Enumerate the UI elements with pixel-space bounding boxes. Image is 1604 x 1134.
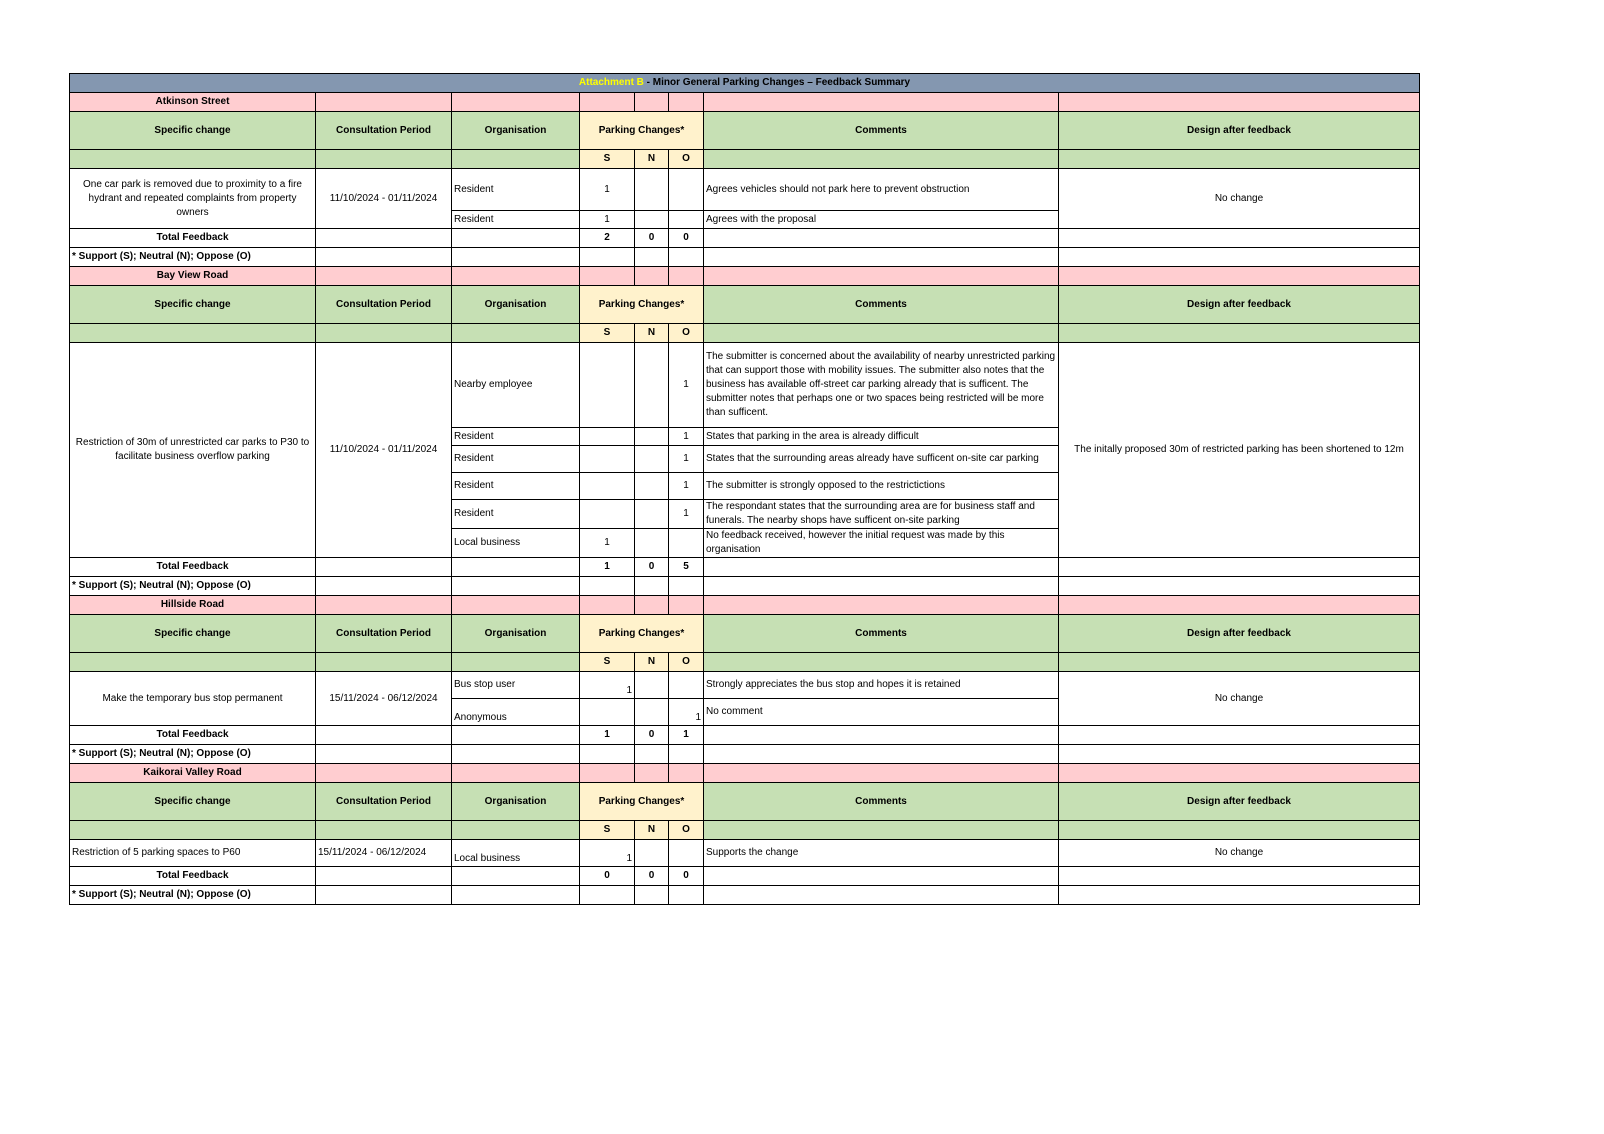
empty-cell bbox=[316, 886, 452, 905]
empty-cell bbox=[635, 745, 669, 764]
sno-row bbox=[70, 150, 1420, 169]
organisation: Local business bbox=[452, 840, 580, 867]
empty-cell bbox=[1059, 886, 1420, 905]
support-count: 1 bbox=[580, 672, 635, 699]
oppose-count bbox=[669, 840, 704, 867]
specific-change: Restriction of 5 parking spaces to P60 bbox=[70, 840, 316, 867]
title-text: - Minor General Parking Changes – Feedback Summary bbox=[643, 77, 911, 88]
empty-cell bbox=[316, 267, 452, 286]
header-organisation: Organisation bbox=[452, 783, 580, 821]
empty-cell bbox=[635, 764, 669, 783]
header-oppose: O bbox=[669, 324, 704, 343]
header-design-after-feedback: Design after feedback bbox=[1059, 112, 1420, 150]
total-neutral: 0 bbox=[635, 558, 669, 577]
total-support: 1 bbox=[580, 558, 635, 577]
feedback-row bbox=[70, 343, 1420, 428]
empty-cell bbox=[1059, 596, 1420, 615]
empty-cell bbox=[704, 886, 1059, 905]
empty-cell bbox=[669, 886, 704, 905]
empty-cell bbox=[1059, 577, 1420, 596]
neutral-count bbox=[635, 428, 669, 446]
empty-cell bbox=[452, 248, 580, 267]
empty-cell bbox=[635, 577, 669, 596]
header-support: S bbox=[580, 324, 635, 343]
street-name: Atkinson Street bbox=[70, 93, 316, 112]
empty-cell bbox=[704, 867, 1059, 886]
header-comments: Comments bbox=[704, 286, 1059, 324]
header-neutral: N bbox=[635, 821, 669, 840]
neutral-count bbox=[635, 699, 669, 726]
organisation: Local business bbox=[452, 529, 580, 558]
empty-cell bbox=[452, 653, 580, 672]
empty-cell bbox=[580, 577, 635, 596]
support-count bbox=[580, 473, 635, 500]
legend-note: * Support (S); Neutral (N); Oppose (O) bbox=[70, 248, 316, 267]
empty-cell bbox=[669, 267, 704, 286]
empty-cell bbox=[316, 558, 452, 577]
empty-cell bbox=[635, 596, 669, 615]
legend-note: * Support (S); Neutral (N); Oppose (O) bbox=[70, 745, 316, 764]
empty-cell bbox=[704, 229, 1059, 248]
attachment-label: Attachment B bbox=[578, 77, 644, 88]
empty-cell bbox=[704, 150, 1059, 169]
support-count: 1 bbox=[580, 840, 635, 867]
empty-cell bbox=[704, 324, 1059, 343]
header-design-after-feedback: Design after feedback bbox=[1059, 783, 1420, 821]
empty-cell bbox=[452, 821, 580, 840]
empty-cell bbox=[70, 324, 316, 343]
neutral-count bbox=[635, 446, 669, 473]
header-organisation: Organisation bbox=[452, 286, 580, 324]
header-design-after-feedback: Design after feedback bbox=[1059, 615, 1420, 653]
organisation: Resident bbox=[452, 473, 580, 500]
oppose-count bbox=[669, 211, 704, 229]
support-count: 1 bbox=[580, 211, 635, 229]
empty-cell bbox=[316, 248, 452, 267]
comment: States that the surrounding areas already have sufficent on-site car parking bbox=[704, 446, 1059, 473]
comment: States that parking in the area is already difficult bbox=[704, 428, 1059, 446]
organisation: Resident bbox=[452, 446, 580, 473]
header-parking-changes: Parking Changes* bbox=[580, 112, 704, 150]
header-organisation: Organisation bbox=[452, 112, 580, 150]
empty-cell bbox=[669, 93, 704, 112]
empty-cell bbox=[452, 93, 580, 112]
empty-cell bbox=[316, 324, 452, 343]
empty-cell bbox=[669, 248, 704, 267]
oppose-count bbox=[669, 672, 704, 699]
empty-cell bbox=[1059, 150, 1420, 169]
total-support: 2 bbox=[580, 229, 635, 248]
oppose-count: 1 bbox=[669, 446, 704, 473]
header-comments: Comments bbox=[704, 112, 1059, 150]
table-title bbox=[70, 74, 1420, 93]
oppose-count: 1 bbox=[669, 428, 704, 446]
header-specific-change: Specific change bbox=[70, 783, 316, 821]
organisation: Resident bbox=[452, 500, 580, 529]
feedback-row bbox=[70, 840, 1420, 867]
neutral-count bbox=[635, 343, 669, 428]
design-after-feedback: No change bbox=[1059, 169, 1420, 229]
legend-row bbox=[70, 745, 1420, 764]
street-row bbox=[70, 596, 1420, 615]
empty-cell bbox=[452, 886, 580, 905]
comment: The respondant states that the surrounding area are for business staff and funerals. The nearby shops have sufficent on-site parking bbox=[704, 500, 1059, 529]
empty-cell bbox=[1059, 93, 1420, 112]
street-name: Hillside Road bbox=[70, 596, 316, 615]
empty-cell bbox=[704, 596, 1059, 615]
total-row bbox=[70, 229, 1420, 248]
header-support: S bbox=[580, 653, 635, 672]
empty-cell bbox=[669, 745, 704, 764]
empty-cell bbox=[704, 93, 1059, 112]
empty-cell bbox=[1059, 229, 1420, 248]
total-neutral: 0 bbox=[635, 726, 669, 745]
empty-cell bbox=[1059, 653, 1420, 672]
header-neutral: N bbox=[635, 324, 669, 343]
empty-cell bbox=[580, 886, 635, 905]
header-row bbox=[70, 615, 1420, 653]
header-design-after-feedback: Design after feedback bbox=[1059, 286, 1420, 324]
empty-cell bbox=[316, 726, 452, 745]
organisation: Bus stop user bbox=[452, 672, 580, 699]
header-parking-changes: Parking Changes* bbox=[580, 615, 704, 653]
header-consultation-period: Consultation Period bbox=[316, 286, 452, 324]
total-row bbox=[70, 867, 1420, 886]
total-neutral: 0 bbox=[635, 867, 669, 886]
specific-change: Restriction of 30m of unrestricted car parks to P30 to facilitate business overflow parking bbox=[70, 343, 316, 558]
street-name: Bay View Road bbox=[70, 267, 316, 286]
empty-cell bbox=[669, 577, 704, 596]
sno-row bbox=[70, 653, 1420, 672]
empty-cell bbox=[316, 867, 452, 886]
empty-cell bbox=[580, 596, 635, 615]
header-specific-change: Specific change bbox=[70, 615, 316, 653]
empty-cell bbox=[580, 248, 635, 267]
neutral-count bbox=[635, 840, 669, 867]
header-parking-changes: Parking Changes* bbox=[580, 783, 704, 821]
consultation-period: 11/10/2024 - 01/11/2024 bbox=[316, 169, 452, 229]
design-after-feedback: No change bbox=[1059, 840, 1420, 867]
empty-cell bbox=[316, 577, 452, 596]
empty-cell bbox=[70, 821, 316, 840]
empty-cell bbox=[704, 745, 1059, 764]
organisation: Resident bbox=[452, 169, 580, 211]
empty-cell bbox=[316, 93, 452, 112]
legend-row bbox=[70, 248, 1420, 267]
support-count bbox=[580, 343, 635, 428]
empty-cell bbox=[452, 867, 580, 886]
legend-row bbox=[70, 577, 1420, 596]
oppose-count: 1 bbox=[669, 500, 704, 529]
neutral-count bbox=[635, 473, 669, 500]
street-row bbox=[70, 93, 1420, 112]
neutral-count bbox=[635, 529, 669, 558]
comment: Agrees vehicles should not park here to prevent obstruction bbox=[704, 169, 1059, 211]
support-count bbox=[580, 446, 635, 473]
empty-cell bbox=[1059, 764, 1420, 783]
total-row bbox=[70, 558, 1420, 577]
specific-change: One car park is removed due to proximity to a fire hydrant and repeated complaints from property owners bbox=[70, 169, 316, 229]
street-name: Kaikorai Valley Road bbox=[70, 764, 316, 783]
empty-cell bbox=[452, 596, 580, 615]
total-feedback-label: Total Feedback bbox=[70, 229, 316, 248]
empty-cell bbox=[1059, 267, 1420, 286]
header-comments: Comments bbox=[704, 783, 1059, 821]
empty-cell bbox=[635, 886, 669, 905]
consultation-period: 11/10/2024 - 01/11/2024 bbox=[316, 343, 452, 558]
empty-cell bbox=[1059, 745, 1420, 764]
empty-cell bbox=[1059, 324, 1420, 343]
consultation-period: 15/11/2024 - 06/12/2024 bbox=[316, 672, 452, 726]
total-neutral: 0 bbox=[635, 229, 669, 248]
comment: No comment bbox=[704, 699, 1059, 726]
total-feedback-label: Total Feedback bbox=[70, 558, 316, 577]
oppose-count: 1 bbox=[669, 699, 704, 726]
empty-cell bbox=[704, 248, 1059, 267]
header-oppose: O bbox=[669, 821, 704, 840]
support-count bbox=[580, 699, 635, 726]
feedback-summary-table bbox=[69, 73, 1420, 905]
empty-cell bbox=[452, 150, 580, 169]
empty-cell bbox=[452, 577, 580, 596]
header-comments: Comments bbox=[704, 615, 1059, 653]
empty-cell bbox=[1059, 726, 1420, 745]
empty-cell bbox=[635, 248, 669, 267]
total-feedback-label: Total Feedback bbox=[70, 867, 316, 886]
oppose-count bbox=[669, 529, 704, 558]
design-after-feedback: No change bbox=[1059, 672, 1420, 726]
comment: No feedback received, however the initial request was made by this organisation bbox=[704, 529, 1059, 558]
header-row bbox=[70, 286, 1420, 324]
header-neutral: N bbox=[635, 150, 669, 169]
total-support: 1 bbox=[580, 726, 635, 745]
header-organisation: Organisation bbox=[452, 615, 580, 653]
comment: Strongly appreciates the bus stop and hopes it is retained bbox=[704, 672, 1059, 699]
support-count: 1 bbox=[580, 529, 635, 558]
empty-cell bbox=[452, 324, 580, 343]
comment: Supports the change bbox=[704, 840, 1059, 867]
comment: The submitter is strongly opposed to the restrictictions bbox=[704, 473, 1059, 500]
legend-row bbox=[70, 886, 1420, 905]
header-support: S bbox=[580, 150, 635, 169]
header-consultation-period: Consultation Period bbox=[316, 112, 452, 150]
empty-cell bbox=[580, 93, 635, 112]
oppose-count bbox=[669, 169, 704, 211]
empty-cell bbox=[316, 745, 452, 764]
empty-cell bbox=[316, 596, 452, 615]
total-oppose: 0 bbox=[669, 867, 704, 886]
sno-row bbox=[70, 821, 1420, 840]
consultation-period: 15/11/2024 - 06/12/2024 bbox=[316, 840, 452, 867]
empty-cell bbox=[580, 745, 635, 764]
empty-cell bbox=[580, 267, 635, 286]
empty-cell bbox=[316, 229, 452, 248]
neutral-count bbox=[635, 211, 669, 229]
empty-cell bbox=[704, 653, 1059, 672]
empty-cell bbox=[704, 821, 1059, 840]
organisation: Resident bbox=[452, 428, 580, 446]
empty-cell bbox=[635, 267, 669, 286]
empty-cell bbox=[316, 821, 452, 840]
neutral-count bbox=[635, 500, 669, 529]
total-oppose: 0 bbox=[669, 229, 704, 248]
empty-cell bbox=[452, 764, 580, 783]
empty-cell bbox=[452, 267, 580, 286]
header-row bbox=[70, 783, 1420, 821]
empty-cell bbox=[635, 93, 669, 112]
empty-cell bbox=[1059, 867, 1420, 886]
header-oppose: O bbox=[669, 653, 704, 672]
empty-cell bbox=[704, 764, 1059, 783]
title-row bbox=[70, 74, 1420, 93]
neutral-count bbox=[635, 672, 669, 699]
header-consultation-period: Consultation Period bbox=[316, 615, 452, 653]
header-consultation-period: Consultation Period bbox=[316, 783, 452, 821]
comment: The submitter is concerned about the availability of nearby unrestricted parking that can support those with mobility issues. The submitter also notes that the business has available off-street car parking already that is sufficent. The submitter notes that perhaps one or two spaces being restricted will be more than sufficent. bbox=[704, 343, 1059, 428]
specific-change: Make the temporary bus stop permanent bbox=[70, 672, 316, 726]
empty-cell bbox=[452, 745, 580, 764]
header-parking-changes: Parking Changes* bbox=[580, 286, 704, 324]
empty-cell bbox=[669, 596, 704, 615]
comment: Agrees with the proposal bbox=[704, 211, 1059, 229]
total-oppose: 5 bbox=[669, 558, 704, 577]
empty-cell bbox=[580, 764, 635, 783]
header-specific-change: Specific change bbox=[70, 112, 316, 150]
header-specific-change: Specific change bbox=[70, 286, 316, 324]
legend-note: * Support (S); Neutral (N); Oppose (O) bbox=[70, 577, 316, 596]
header-oppose: O bbox=[669, 150, 704, 169]
design-after-feedback: The initally proposed 30m of restricted parking has been shortened to 12m bbox=[1059, 343, 1420, 558]
empty-cell bbox=[704, 558, 1059, 577]
empty-cell bbox=[1059, 821, 1420, 840]
total-feedback-label: Total Feedback bbox=[70, 726, 316, 745]
oppose-count: 1 bbox=[669, 473, 704, 500]
oppose-count: 1 bbox=[669, 343, 704, 428]
empty-cell bbox=[316, 653, 452, 672]
header-row bbox=[70, 112, 1420, 150]
legend-note: * Support (S); Neutral (N); Oppose (O) bbox=[70, 886, 316, 905]
empty-cell bbox=[1059, 248, 1420, 267]
feedback-row bbox=[70, 672, 1420, 699]
total-support: 0 bbox=[580, 867, 635, 886]
street-row bbox=[70, 764, 1420, 783]
organisation: Resident bbox=[452, 211, 580, 229]
support-count bbox=[580, 428, 635, 446]
empty-cell bbox=[316, 150, 452, 169]
empty-cell bbox=[452, 726, 580, 745]
support-count: 1 bbox=[580, 169, 635, 211]
feedback-row bbox=[70, 169, 1420, 211]
organisation: Anonymous bbox=[452, 699, 580, 726]
empty-cell bbox=[70, 150, 316, 169]
empty-cell bbox=[704, 726, 1059, 745]
header-neutral: N bbox=[635, 653, 669, 672]
empty-cell bbox=[669, 764, 704, 783]
total-oppose: 1 bbox=[669, 726, 704, 745]
organisation: Nearby employee bbox=[452, 343, 580, 428]
sno-row bbox=[70, 324, 1420, 343]
empty-cell bbox=[704, 267, 1059, 286]
neutral-count bbox=[635, 169, 669, 211]
total-row bbox=[70, 726, 1420, 745]
empty-cell bbox=[316, 764, 452, 783]
header-support: S bbox=[580, 821, 635, 840]
support-count bbox=[580, 500, 635, 529]
empty-cell bbox=[1059, 558, 1420, 577]
empty-cell bbox=[452, 229, 580, 248]
empty-cell bbox=[704, 577, 1059, 596]
empty-cell bbox=[452, 558, 580, 577]
empty-cell bbox=[70, 653, 316, 672]
street-row bbox=[70, 267, 1420, 286]
